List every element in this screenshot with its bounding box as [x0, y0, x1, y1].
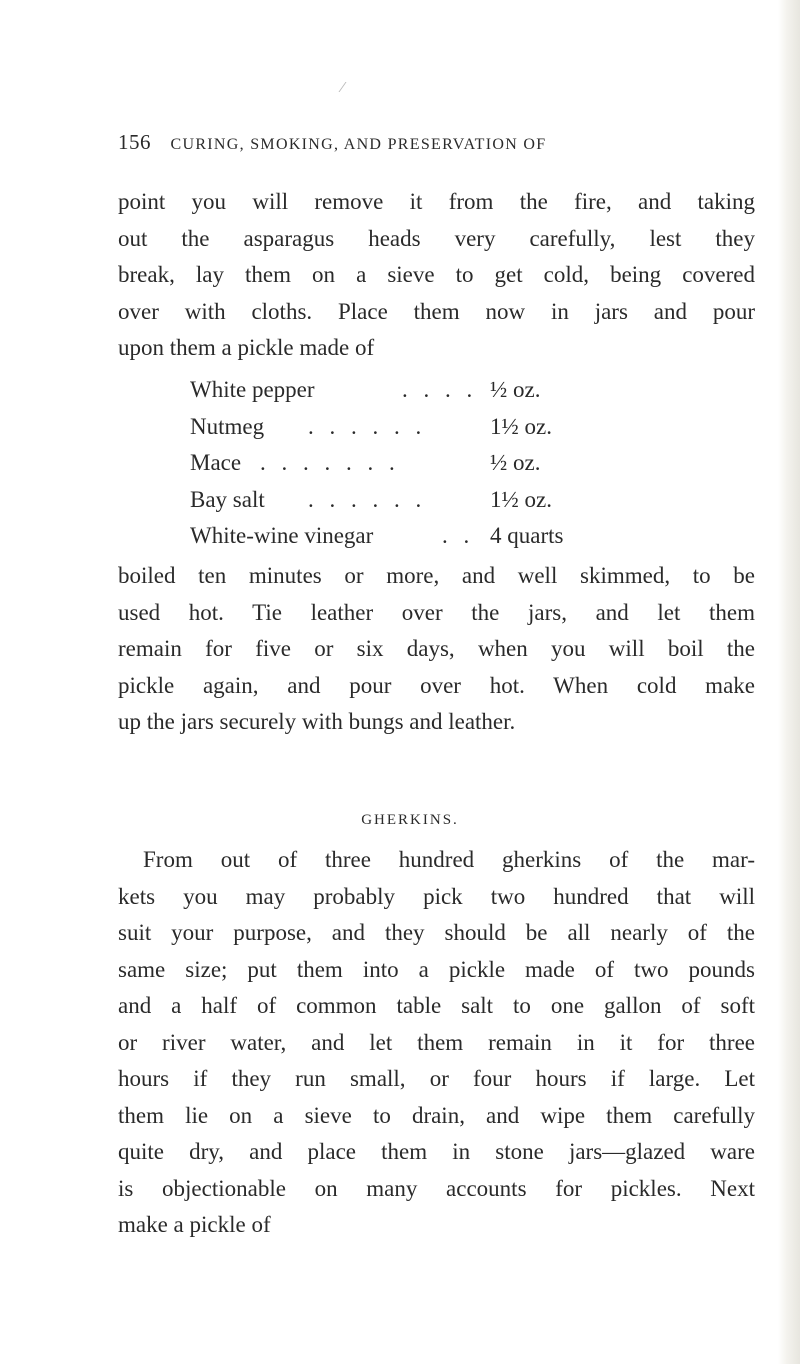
text-line: pickle again, and pour over hot. When cold make [118, 672, 755, 698]
ingredient-quantity: 4 quarts [490, 523, 564, 548]
text-line: From out of three hundred gherkins of the mar- [143, 847, 755, 872]
leader-dots: . . . . . . [308, 486, 427, 512]
paragraph-asparagus [118, 184, 755, 367]
ingredient-name: Bay salt [190, 486, 265, 512]
text-line: them lie on a sieve to drain, and wipe them carefully [118, 1102, 755, 1128]
stray-ink-mark [330, 82, 346, 92]
text-line: break, lay them on a sieve to get cold, being covered [118, 262, 755, 287]
text-line: point you will remove it from the fire, and taking [118, 189, 755, 214]
section-heading-text: GHERKINS. [361, 812, 459, 828]
ingredient-row [190, 482, 690, 519]
running-title: CURING, SMOKING, AND PRESERVATION OF [170, 136, 547, 153]
text-line: over with cloths. Place them now in jars and pour [118, 298, 755, 324]
page-header [118, 130, 546, 155]
ingredient-name: Nutmeg [190, 413, 265, 439]
leader-dots: . . [442, 523, 475, 548]
text-line: quite dry, and place them in stone jars—glazed ware [118, 1139, 755, 1164]
text-line: remain for five or six days, when you will boil the [118, 636, 755, 661]
text-line: out the asparagus heads very carefully, lest they [118, 225, 755, 251]
text-line: hours if they run small, or four hours if large. Let [118, 1066, 755, 1091]
leader-dots: . . . . [402, 377, 478, 402]
ingredient-row [190, 372, 690, 409]
ingredient-row [190, 409, 690, 446]
text-line: or river water, and let them remain in it for three [118, 1029, 755, 1055]
text-line: suit your purpose, and they should be all nearly of the [118, 920, 755, 945]
text-line: used hot. Tie leather over the jars, and let them [118, 599, 755, 625]
text-line: and a half of common table salt to one gallon of soft [118, 993, 755, 1018]
ingredient-name: White pepper [190, 377, 315, 402]
ingredient-quantity: ½ oz. [490, 377, 541, 402]
page-number: 156 [118, 130, 151, 154]
leader-dots: . . . . . . . [260, 450, 400, 475]
text-line: upon them a pickle made of [118, 335, 375, 360]
page-edge-shadow [778, 0, 800, 1364]
leader-dots: . . . . . . [308, 413, 427, 439]
section-heading [0, 812, 800, 829]
text-line: boiled ten minutes or more, and well skimmed, to be [118, 563, 755, 588]
ingredient-quantity: 1½ oz. [490, 413, 552, 439]
paragraph-gherkins [118, 842, 755, 1244]
ingredient-row [190, 518, 690, 555]
text-line: kets you may probably pick two hundred that will [118, 883, 755, 909]
ingredient-row [190, 445, 690, 482]
ingredient-quantity: 1½ oz. [490, 486, 552, 512]
text-line: same size; put them into a pickle made of two pounds [118, 956, 755, 982]
ingredient-name: White-wine vinegar [190, 523, 374, 548]
ingredient-name: Mace [190, 450, 242, 475]
text-line: up the jars securely with bungs and leather. [118, 709, 516, 734]
ingredient-quantity: ½ oz. [490, 450, 541, 475]
text-line: make a pickle of [118, 1212, 271, 1237]
paragraph-pickle-method [118, 558, 755, 741]
ingredient-list [190, 372, 690, 555]
text-line: is objectionable on many accounts for pickles. Next [118, 1175, 755, 1201]
